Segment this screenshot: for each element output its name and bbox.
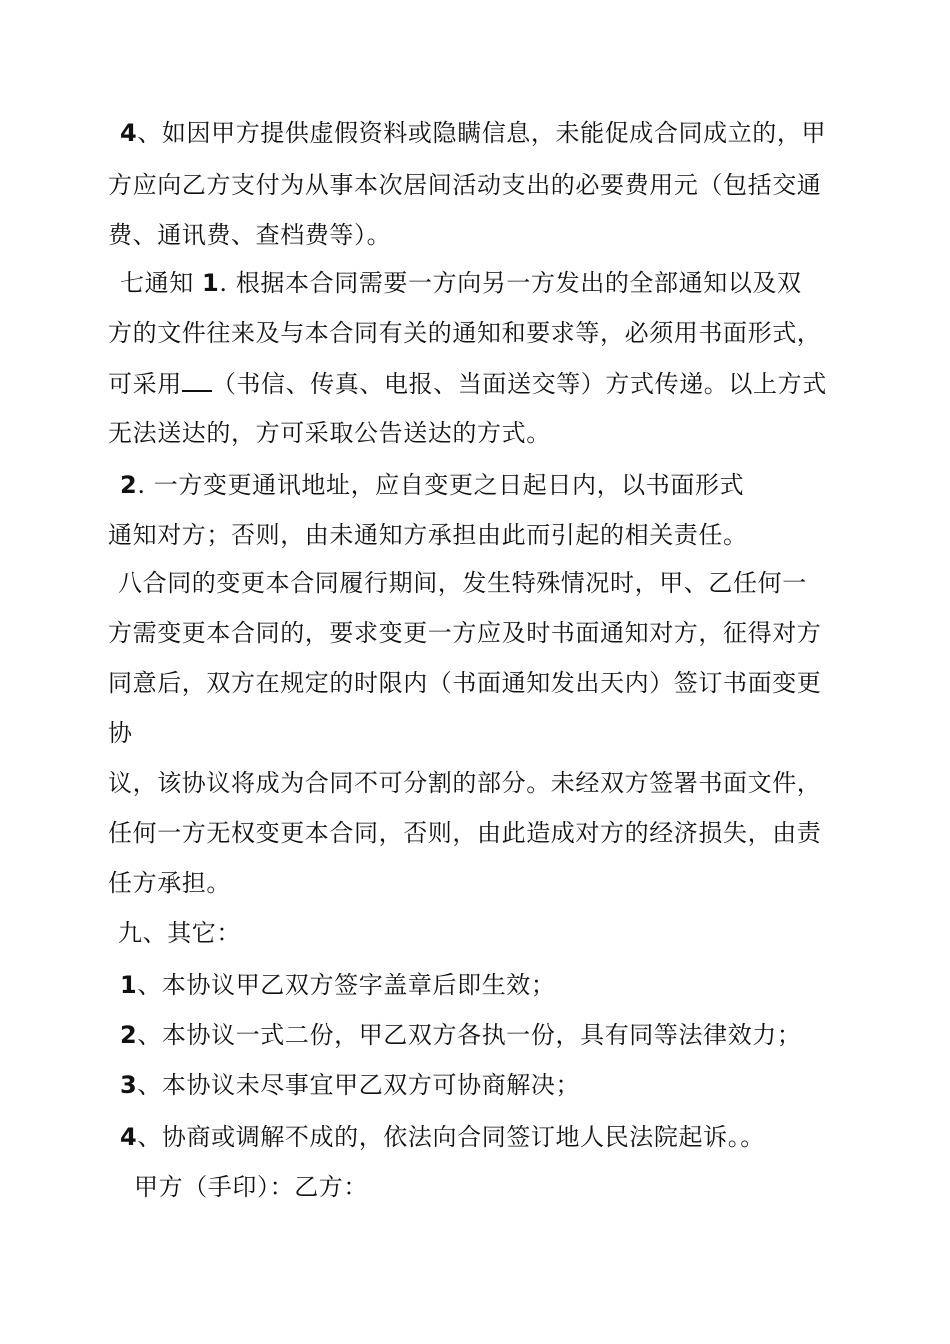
section-8-line-3: 同意后，双方在规定的时限内（书面通知发出天内）签订书面变更 bbox=[108, 669, 822, 697]
section-8-line-4: 协 bbox=[108, 719, 133, 747]
section-9-item-1: 1、本协议甲乙双方签字盖章后即生效； bbox=[120, 971, 556, 999]
section-8-line-7: 任方承担。 bbox=[108, 869, 231, 897]
section-8-line-2: 方需变更本合同的，要求变更一方应及时书面通知对方，征得对方 bbox=[108, 619, 822, 647]
clause-4-line-3: 费、通讯费、查档费等）。 bbox=[108, 221, 392, 249]
section-9-item-2: 2、本协议一式二份，甲乙双方各执一份，具有同等法律效力； bbox=[120, 1021, 802, 1049]
section-7-line-4: 无法送达的，方可采取公告送达的方式。 bbox=[108, 419, 551, 447]
clause-4-line-1: 4、如因甲方提供虚假资料或隐瞒信息，未能促成合同成立的，甲 bbox=[120, 119, 827, 147]
section-7-item-2-line-2: 通知对方；否则，由未通知方承担由此而引起的相关责任。 bbox=[108, 521, 748, 549]
section-9-heading: 九、其它： bbox=[118, 919, 241, 947]
blank-underline bbox=[182, 368, 212, 392]
clause-4-line-2: 方应向乙方支付为从事本次居间活动支出的必要费用元（包括交通 bbox=[108, 171, 822, 199]
section-9-item-3: 3、本协议未尽事宜甲乙双方可协商解决； bbox=[120, 1071, 581, 1099]
section-8-line-1: 八合同的变更本合同履行期间，发生特殊情况时，甲、乙任何一 bbox=[118, 569, 807, 597]
section-7-line-2: 方的文件往来及与本合同有关的通知和要求等，必须用书面形式， bbox=[108, 319, 822, 347]
section-9-item-4: 4、协商或调解不成的，依法向合同签订地人民法院起诉。。 bbox=[120, 1123, 765, 1151]
section-8-line-5: 议，该协议将成为合同不可分割的部分。未经双方签署书面文件， bbox=[108, 769, 822, 797]
section-7-item-2-line-1: 2. 一方变更通讯地址，应自变更之日起日内，以书面形式 bbox=[120, 471, 745, 499]
section-7-heading: 七通知 bbox=[120, 269, 194, 297]
section-7-line-1: 七通知 1. 根据本合同需要一方向另一方发出的全部通知以及双 bbox=[120, 269, 802, 297]
section-8-line-6: 任何一方无权变更本合同，否则，由此造成对方的经济损失，由责 bbox=[108, 819, 822, 847]
signature-line: 甲方（手印）：乙方： bbox=[134, 1173, 368, 1201]
section-7-line-3: 可采用 （书信、传真、电报、当面送交等）方式传递。以上方式 bbox=[108, 370, 827, 398]
